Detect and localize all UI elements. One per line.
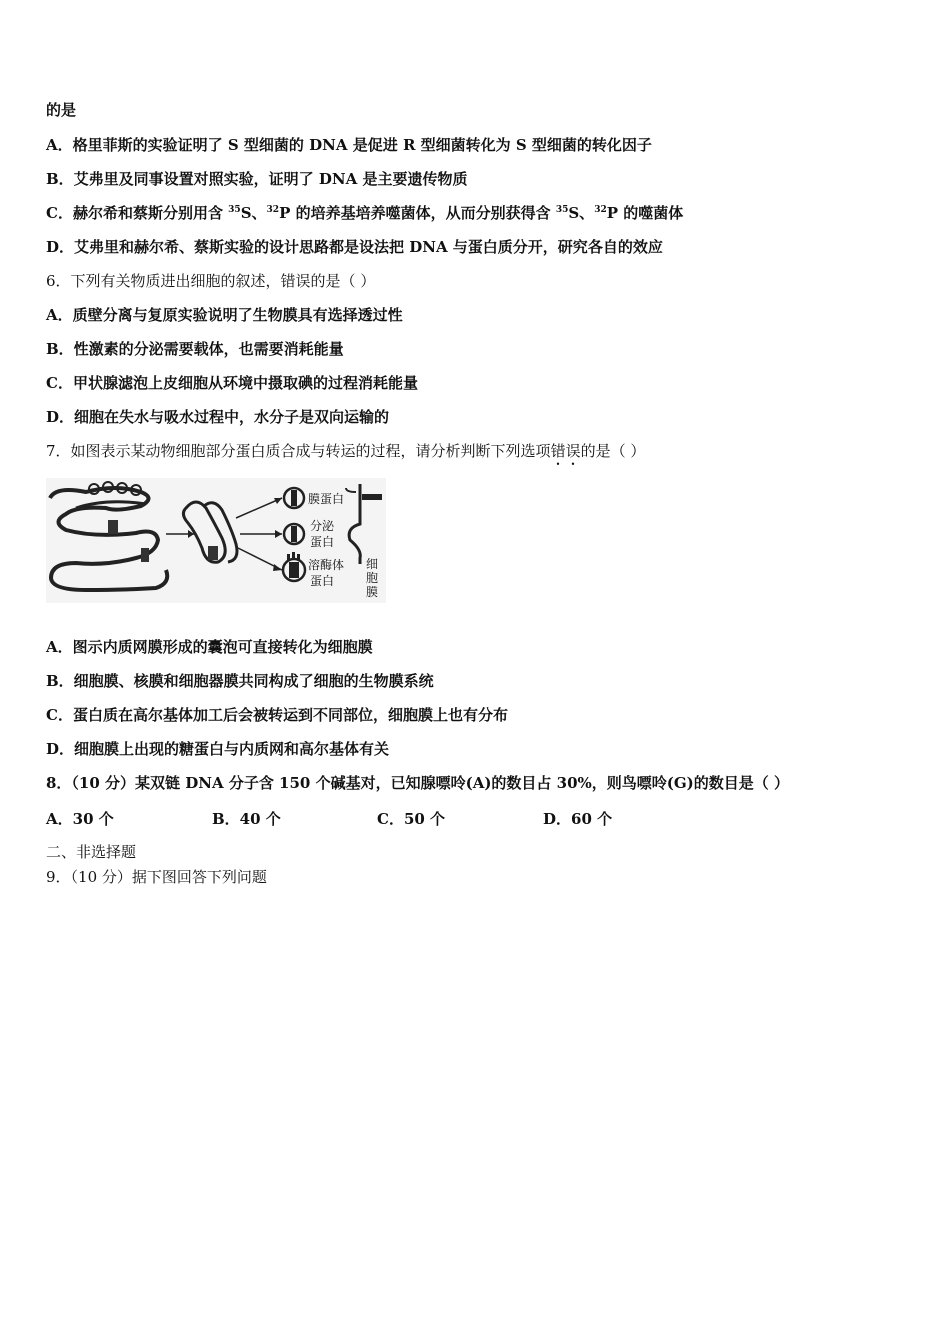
q8-options (46, 808, 746, 828)
q7-option-a: A．图示内质网膜形成的囊泡可直接转化为细胞膜 (46, 638, 373, 656)
label-membrane-protein: 膜蛋白 (308, 492, 345, 506)
q8-option-b: B．40 个 (212, 810, 281, 828)
q5-option-c: C．赫尔希和蔡斯分别用含 $^{35}$S、$^{32}$P 的培养基培养噬菌体，从而分别获得含 $^{35}$S、$^{32}$P 的噬菌体 (46, 204, 684, 222)
q8-stem: 8．（10 分）某双链 DNA 分子含 150 个碱基对，已知腺嘌呤(A)的数目占 30%，则鸟嘌呤(G)的数目是（ ） (46, 774, 790, 792)
q8-option-d: D．60 个 (543, 810, 613, 828)
label-secretory-1: 分泌 (310, 519, 335, 533)
q6-option-d: D．细胞在失水与吸水过程中，水分子是双向运输的 (46, 408, 390, 426)
label-lysosome-2: 蛋白 (310, 574, 335, 588)
continuation-text: 的是 (46, 101, 77, 119)
q6-option-b: B．性激素的分泌需要载体，也需要消耗能量 (46, 340, 344, 358)
q7-option-b: B．细胞膜、核膜和细胞器膜共同构成了细胞的生物膜系统 (46, 672, 434, 690)
q7-stem: 7．如图表示某动物细胞部分蛋白质合成与转运的过程，请分析判断下列选项错误的是（ ） (46, 442, 646, 460)
label-cell-membrane-2: 胞 (366, 571, 379, 585)
label-cell-membrane-3: 膜 (366, 585, 379, 599)
q5-option-a: A．格里菲斯的实验证明了 S 型细菌的 DNA 是促进 R 型细菌转化为 S 型细菌的转化因子 (46, 136, 652, 154)
membrane-protein-mark (362, 494, 382, 500)
q8-option-c: C．50 个 (377, 810, 446, 828)
label-cell-membrane-1: 细 (366, 557, 379, 571)
protein-transport-figure (46, 478, 386, 603)
q8-option-a: A．30 个 (46, 810, 114, 828)
section-heading: 二、非选择题 (46, 843, 137, 861)
q6-option-a: A．质壁分离与复原实验说明了生物膜具有选择透过性 (46, 306, 403, 324)
q7-option-d: D．细胞膜上出现的糖蛋白与内质网和高尔基体有关 (46, 740, 390, 758)
q6-stem: 6．下列有关物质进出细胞的叙述，错误的是（ ） (46, 272, 376, 290)
q7-option-c: C．蛋白质在高尔基体加工后会被转运到不同部位，细胞膜上也有分布 (46, 706, 508, 724)
q5-option-b: B．艾弗里及同事设置对照实验，证明了 DNA 是主要遗传物质 (46, 170, 468, 188)
label-secretory-2: 蛋白 (310, 535, 335, 549)
figure-svg (46, 478, 386, 603)
q6-option-c: C．甲状腺滤泡上皮细胞从环境中摄取碘的过程消耗能量 (46, 374, 418, 392)
q5-option-d: D．艾弗里和赫尔希、蔡斯实验的设计思路都是设法把 DNA 与蛋白质分开，研究各自的效应 (46, 238, 663, 256)
label-lysosome-1: 溶酶体 (308, 558, 345, 572)
q9-stem: 9．（10 分）据下图回答下列问题 (46, 868, 267, 886)
